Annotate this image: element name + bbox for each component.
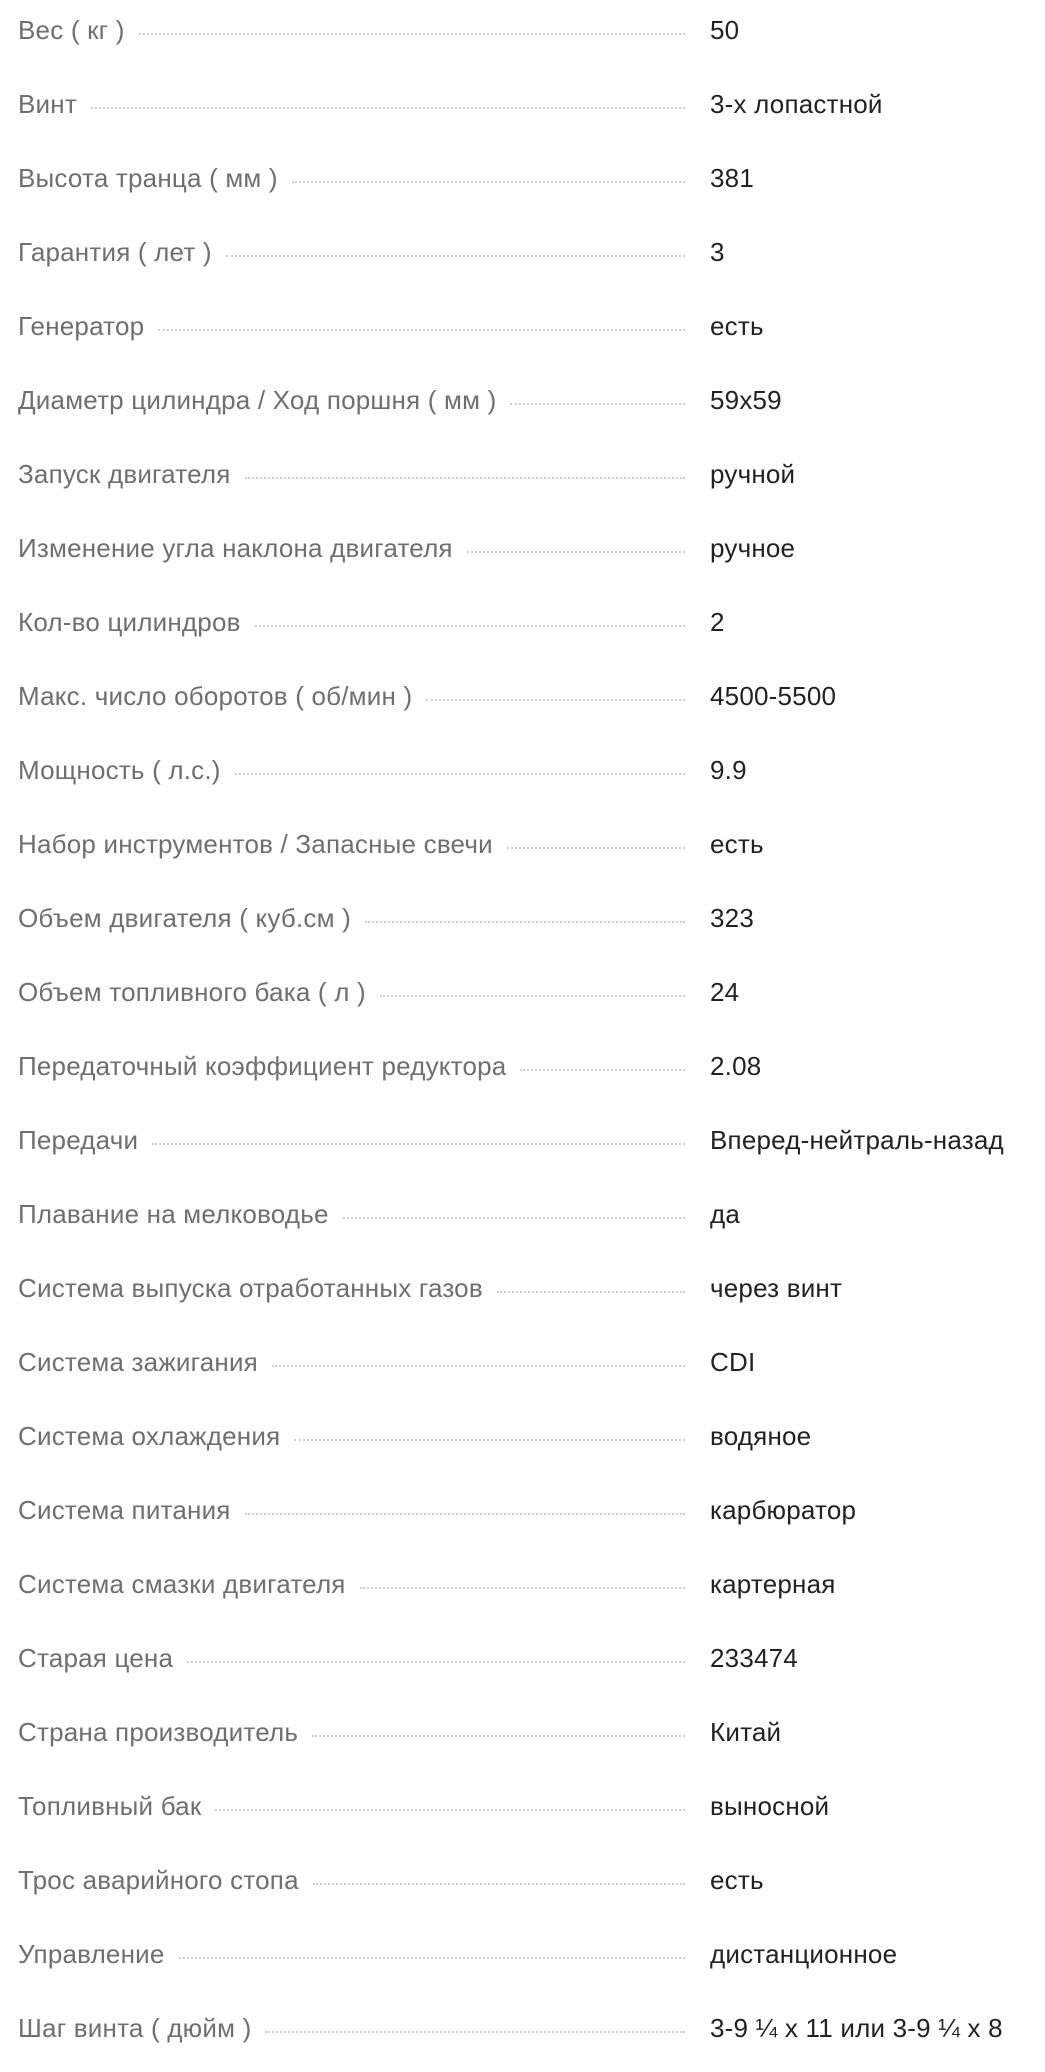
- spec-name: Управление: [18, 1939, 165, 1969]
- spec-value: 323: [710, 903, 754, 933]
- spec-name: Система выпуска отработанных газов: [18, 1273, 483, 1303]
- dotted-leader: [139, 33, 685, 35]
- dotted-leader: [187, 1661, 685, 1663]
- spec-value: картерная: [710, 1569, 836, 1599]
- spec-row: [0, 1628, 1045, 1702]
- spec-name: Вес ( кг ): [18, 15, 125, 45]
- dotted-leader: [497, 1291, 685, 1293]
- dotted-leader: [226, 255, 685, 257]
- dotted-leader: [294, 1439, 685, 1441]
- spec-name: Набор инструментов / Запасные свечи: [18, 829, 493, 859]
- dotted-leader: [272, 1365, 685, 1367]
- spec-name: Запуск двигателя: [18, 459, 231, 489]
- spec-value: водяное: [710, 1421, 812, 1451]
- spec-name: Мощность ( л.с.): [18, 755, 221, 785]
- spec-row: [0, 1702, 1045, 1776]
- spec-name: Старая цена: [18, 1643, 174, 1673]
- spec-row: [0, 740, 1045, 814]
- spec-value: есть: [710, 311, 764, 341]
- spec-row: [0, 1850, 1045, 1924]
- spec-row: [0, 518, 1045, 592]
- spec-name: Высота транца ( мм ): [18, 163, 278, 193]
- spec-value: есть: [710, 1865, 764, 1895]
- dotted-leader: [152, 1143, 685, 1145]
- spec-row: [0, 1480, 1045, 1554]
- spec-row: [0, 0, 1045, 74]
- spec-value: 3: [710, 237, 725, 267]
- dotted-leader: [380, 995, 685, 997]
- dotted-leader: [255, 625, 685, 627]
- spec-value: 9.9: [710, 755, 747, 785]
- spec-value: 59x59: [710, 385, 782, 415]
- spec-name: Шаг винта ( дюйм ): [18, 2013, 252, 2043]
- dotted-leader: [265, 2031, 685, 2033]
- dotted-leader: [312, 1735, 685, 1737]
- spec-value: CDI: [710, 1347, 756, 1377]
- dotted-leader: [510, 403, 685, 405]
- spec-name: Генератор: [18, 311, 145, 341]
- spec-name: Страна производитель: [18, 1717, 299, 1747]
- spec-value: 3-9 ¼ x 11 или 3-9 ¼ x 8: [710, 2013, 1003, 2043]
- dotted-leader: [507, 847, 685, 849]
- spec-name: Система зажигания: [18, 1347, 258, 1377]
- spec-row: [0, 1406, 1045, 1480]
- spec-value: через винт: [710, 1273, 843, 1303]
- spec-value: есть: [710, 829, 764, 859]
- spec-value: Китай: [710, 1717, 782, 1747]
- spec-row: [0, 222, 1045, 296]
- dotted-leader: [360, 1587, 685, 1589]
- spec-value: карбюратор: [710, 1495, 857, 1525]
- spec-name: Передачи: [18, 1125, 139, 1155]
- spec-name: Макс. число оборотов ( об/мин ): [18, 681, 413, 711]
- spec-value: да: [710, 1199, 741, 1229]
- spec-row: [0, 1924, 1045, 1998]
- spec-name: Топливный бак: [18, 1791, 202, 1821]
- spec-row: [0, 962, 1045, 1036]
- spec-name: Система охлаждения: [18, 1421, 281, 1451]
- spec-value: Вперед-нейтраль-назад: [710, 1125, 1004, 1155]
- spec-name: Плавание на мелководье: [18, 1199, 329, 1229]
- spec-row: [0, 1554, 1045, 1628]
- spec-row: [0, 444, 1045, 518]
- dotted-leader: [292, 181, 685, 183]
- dotted-leader: [158, 329, 685, 331]
- spec-row: [0, 1258, 1045, 1332]
- dotted-leader: [343, 1217, 685, 1219]
- spec-row: [0, 1036, 1045, 1110]
- dotted-leader: [520, 1069, 685, 1071]
- spec-row: [0, 296, 1045, 370]
- dotted-leader: [313, 1883, 685, 1885]
- dotted-leader: [365, 921, 685, 923]
- spec-row: [0, 370, 1045, 444]
- dotted-leader: [467, 551, 685, 553]
- dotted-leader: [235, 773, 685, 775]
- spec-row: [0, 1776, 1045, 1850]
- spec-row: [0, 888, 1045, 962]
- spec-name: Гарантия ( лет ): [18, 237, 212, 267]
- spec-row: [0, 1332, 1045, 1406]
- spec-row: [0, 1110, 1045, 1184]
- spec-row: [0, 74, 1045, 148]
- spec-value: 381: [710, 163, 754, 193]
- spec-name: Объем топливного бака ( л ): [18, 977, 366, 1007]
- spec-row: [0, 1184, 1045, 1258]
- spec-name: Винт: [18, 89, 77, 119]
- spec-name: Система питания: [18, 1495, 231, 1525]
- spec-row: [0, 666, 1045, 740]
- dotted-leader: [245, 477, 685, 479]
- spec-value: ручной: [710, 459, 796, 489]
- spec-row: [0, 592, 1045, 666]
- spec-row: [0, 148, 1045, 222]
- spec-name: Кол-во цилиндров: [18, 607, 241, 637]
- dotted-leader: [91, 107, 685, 109]
- spec-name: Диаметр цилиндра / Ход поршня ( мм ): [18, 385, 497, 415]
- spec-name: Изменение угла наклона двигателя: [18, 533, 453, 563]
- spec-value: выносной: [710, 1791, 830, 1821]
- spec-value: 3-х лопастной: [710, 89, 883, 119]
- spec-name: Передаточный коэффициент редуктора: [18, 1051, 507, 1081]
- dotted-leader: [426, 699, 685, 701]
- spec-value: дистанционное: [710, 1939, 898, 1969]
- dotted-leader: [245, 1513, 685, 1515]
- dotted-leader: [215, 1809, 685, 1811]
- spec-name: Система смазки двигателя: [18, 1569, 346, 1599]
- spec-value: 24: [710, 977, 740, 1007]
- spec-value: 2.08: [710, 1051, 762, 1081]
- spec-value: ручное: [710, 533, 796, 563]
- spec-value: 50: [710, 15, 740, 45]
- spec-row: [0, 1998, 1045, 2072]
- dotted-leader: [179, 1957, 685, 1959]
- spec-value: 233474: [710, 1643, 798, 1673]
- spec-name: Трос аварийного стопа: [18, 1865, 299, 1895]
- spec-row: [0, 814, 1045, 888]
- spec-name: Объем двигателя ( куб.см ): [18, 903, 351, 933]
- spec-value: 2: [710, 607, 725, 637]
- spec-value: 4500-5500: [710, 681, 837, 711]
